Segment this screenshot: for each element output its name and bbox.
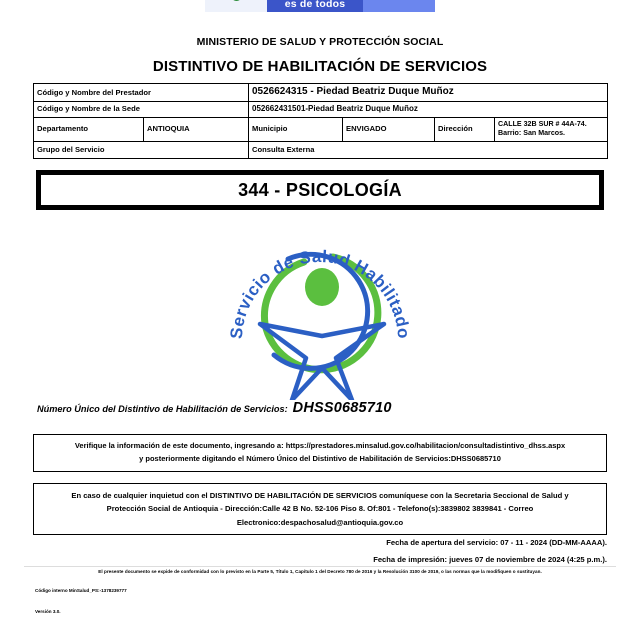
prestador-label: Código y Nombre del Prestador [34, 84, 249, 102]
fecha-apertura: Fecha de apertura del servicio: 07 - 11 - 2024 (DD-MM-AAAA). [386, 538, 607, 547]
fecha-impresion: Fecha de impresión: jueves 07 de noviembre de 2024 (4:25 p.m.). [373, 555, 607, 564]
departamento-value: ANTIOQUIA [144, 117, 249, 141]
sede-label: Código y Nombre de la Sede [34, 101, 249, 117]
contact-line-3: Electronico:despachosalud@antioquia.gov.co [236, 517, 404, 527]
service-code-name: 344 - PSICOLOGÍA [238, 179, 402, 200]
sede-value: 052662431501-Piedad Beatriz Duque Muñoz [249, 101, 608, 117]
internal-code: Código interno MinSalud_PS:-1378239777 [35, 588, 127, 593]
gobierno-colombia-banner [0, 0, 640, 12]
verify-instructions-box [33, 434, 607, 472]
gov-banner-text: es de todos [267, 0, 363, 12]
contact-line-2: Protección Social de Antioquia - Dirección:Calle 42 B No. 52-106 Piso 8. Of:801 - Telefono(s):3839802 3839841 - Correo [106, 504, 534, 514]
contact-info-box [33, 483, 607, 535]
verify-line-1: Verifique la información de este documento, ingresando a: https://prestadores.minsalud.gov.co/habilitacion/consultadistintivo_dhss.aspx [74, 441, 566, 450]
table-row [34, 101, 608, 117]
page-title: DISTINTIVO DE HABILITACIÓN DE SERVICIOS [152, 58, 488, 75]
seal-container [0, 228, 640, 400]
legal-disclaimer: El presente documento se expide de conformidad con lo previsto en la Parte 5, Título 1, Capítulo 1 del Decreto 780 de 2016 y la Resolución 3100 de 2019, o las normas que la modifiquen o sustituyan. [98, 569, 542, 574]
grupo-servicio-value: Consulta Externa [249, 141, 608, 158]
crest-box [205, 0, 267, 12]
unique-number-value: DHSS0685710 [292, 400, 392, 416]
municipio-value: ENVIGADO [343, 117, 435, 141]
svg-text:Servicio de Salud Habilitado: Servicio de Salud Habilitado [226, 246, 414, 340]
contact-line-1: En caso de cualquier inquietud con el DISTINTIVO DE HABILITACIÓN DE SERVICIOS comuníquese con la Secretaria Seccional de Salud y [71, 491, 569, 500]
service-banner [36, 170, 604, 210]
direccion-value [495, 117, 608, 141]
grupo-servicio-label: Grupo del Servicio [34, 141, 249, 158]
version-label: Versión 3.0. [35, 609, 61, 614]
unique-number-line [37, 400, 392, 416]
gov-banner-inner [205, 0, 435, 12]
provider-info-table [33, 83, 608, 159]
direccion-line-1: CALLE 32B SUR # 44A-74. [498, 119, 587, 128]
gov-banner-tail [363, 0, 435, 12]
footer-divider [24, 566, 616, 567]
colombia-coat-of-arms-icon [229, 0, 244, 5]
table-row [34, 141, 608, 158]
direccion-label: Dirección [435, 117, 495, 141]
table-row [34, 84, 608, 102]
service-banner-inner [40, 174, 600, 206]
servicio-salud-habilitado-seal-icon [218, 228, 422, 400]
verify-line-2: y posteriormente digitando el Número Único del Distintivo de Habilitación de Servicios:DHSS0685710 [139, 453, 501, 463]
municipio-label: Municipio [249, 117, 343, 141]
prestador-value: 0526624315 - Piedad Beatriz Duque Muñoz [249, 84, 608, 102]
ministry-title: MINISTERIO DE SALUD Y PROTECCIÓN SOCIAL [196, 36, 444, 48]
departamento-label: Departamento [34, 117, 144, 141]
direccion-line-2: Barrio: San Marcos. [498, 129, 566, 137]
unique-number-label: Número Único del Distintivo de Habilitación de Servicios: [37, 404, 288, 414]
table-row [34, 117, 608, 141]
